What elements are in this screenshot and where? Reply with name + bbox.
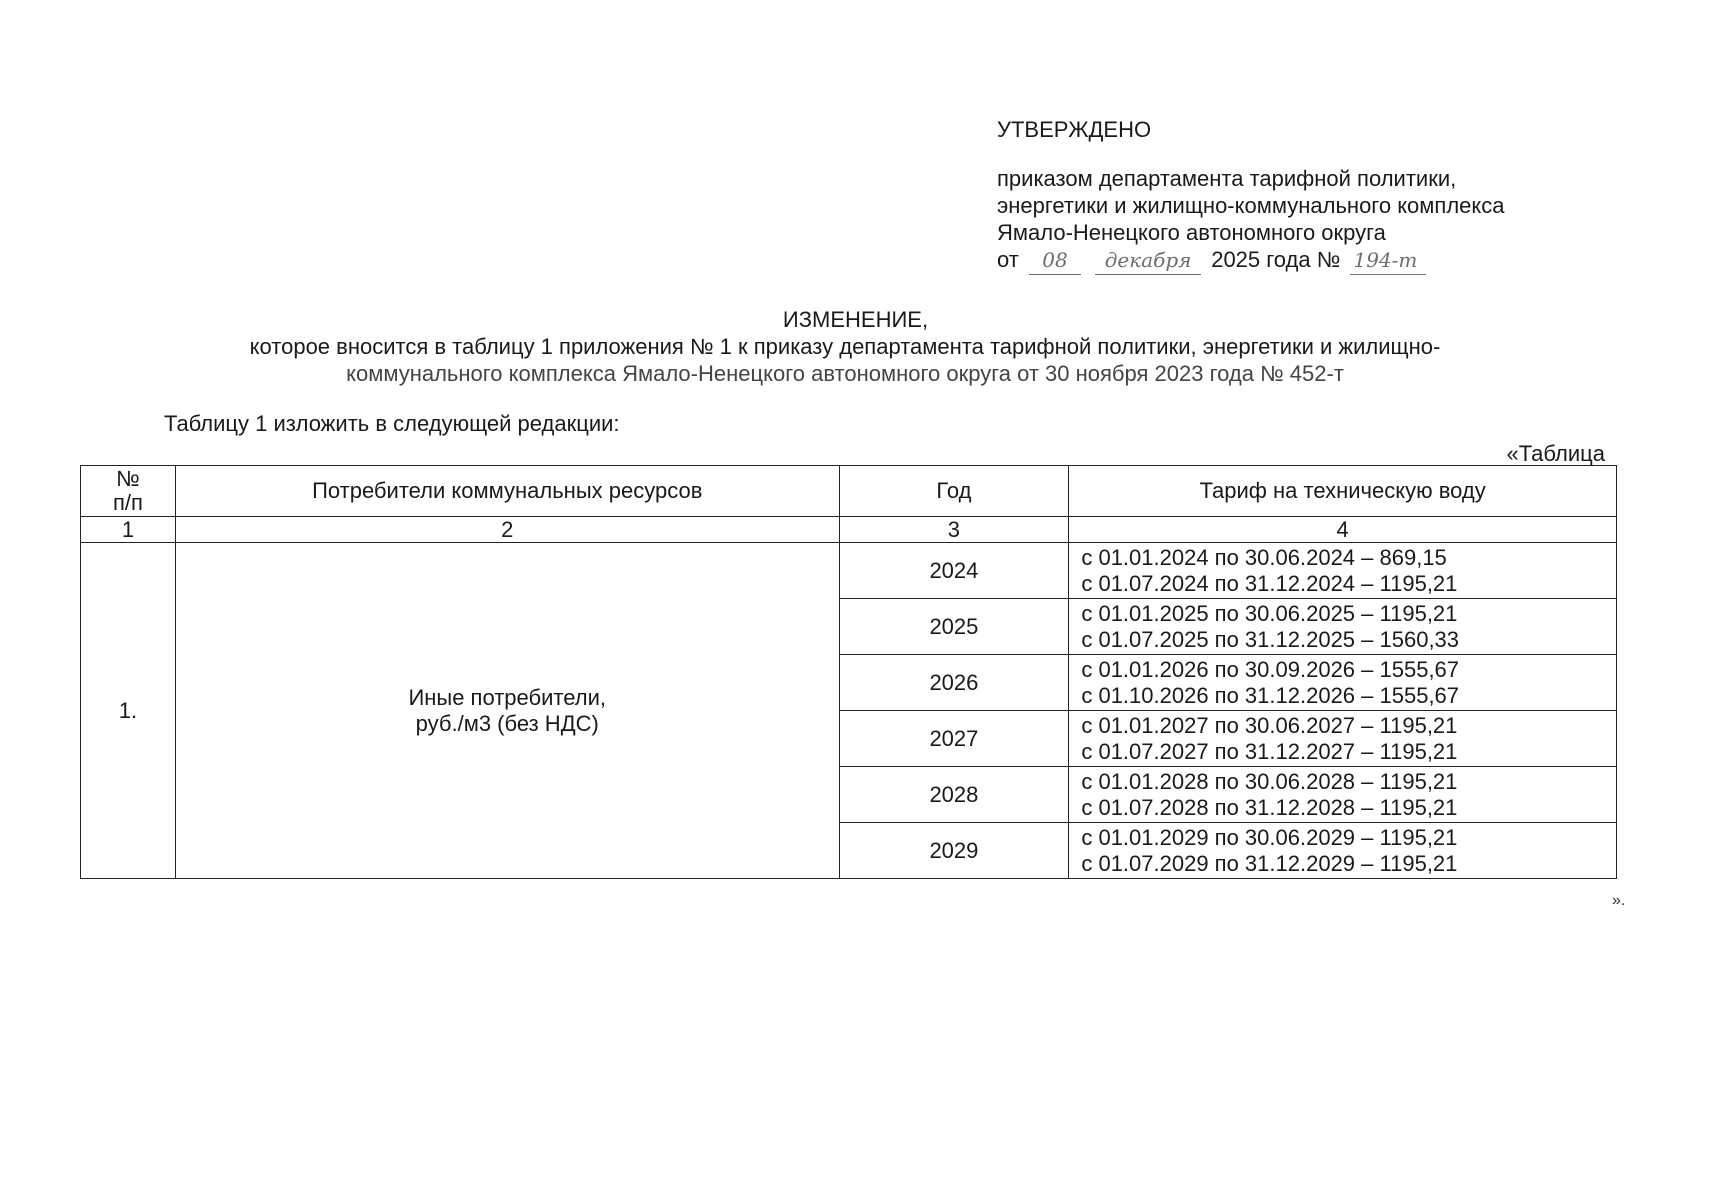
document-title: ИЗМЕНЕНИЕ,	[782, 307, 929, 332]
consumer-line-1: Иные потребители,	[408, 684, 606, 710]
header-consumers: Потребители коммунальных ресурсов	[175, 466, 839, 517]
header-tariff: Тариф на техническую воду	[1069, 466, 1617, 517]
tariff-cell	[1069, 599, 1617, 655]
tariff-period: с 01.10.2026 по 31.12.2026 – 1555,67	[1081, 682, 1460, 708]
header-year: Год	[839, 466, 1069, 517]
tariff-period: с 01.07.2028 по 31.12.2028 – 1195,21	[1081, 794, 1458, 820]
consumer-line-2: руб./м3 (без НДС)	[415, 710, 599, 736]
approval-line-2: энергетики и жилищно-коммунального комплекса	[997, 193, 1505, 218]
tariff-period: с 01.07.2024 по 31.12.2024 – 1195,21	[1081, 570, 1458, 596]
handwritten-day: 08	[1029, 247, 1081, 275]
approval-date-line	[997, 246, 1505, 275]
tariff-cell	[1069, 655, 1617, 711]
subtitle-line-2: коммунального комплекса Ямало-Ненецкого автономного округа от 30 ноября 2023 года № 452-т	[346, 361, 1344, 386]
tariff-cell	[1069, 823, 1617, 879]
column-number: 4	[1069, 517, 1617, 543]
column-number: 3	[839, 517, 1069, 543]
instruction-text: Таблицу 1 изложить в следующей редакции:	[164, 411, 620, 436]
tariff-cell	[1069, 711, 1617, 767]
table-label: «Таблица	[1506, 441, 1605, 466]
tariff-period: с 01.01.2027 по 30.06.2027 – 1195,21	[1081, 712, 1458, 738]
row-number: 1.	[81, 543, 176, 879]
header-num	[81, 466, 176, 517]
handwritten-month: декабря	[1095, 247, 1201, 275]
document-subtitle	[175, 333, 1515, 387]
column-number-row	[81, 517, 1617, 543]
year-cell: 2028	[839, 767, 1069, 823]
approval-line-3: Ямало-Ненецкого автономного округа	[997, 220, 1386, 245]
approval-block	[997, 116, 1505, 275]
approval-title: УТВЕРЖДЕНО	[997, 117, 1152, 142]
approval-line-1: приказом департамента тарифной политики,	[997, 166, 1457, 191]
tariff-period: с 01.01.2029 по 30.06.2029 – 1195,21	[1081, 824, 1458, 850]
tariff-cell	[1069, 767, 1617, 823]
handwritten-order-number: 194-т	[1350, 247, 1426, 275]
table-row	[81, 543, 1617, 599]
tariff-period: с 01.07.2027 по 31.12.2027 – 1195,21	[1081, 738, 1458, 764]
tariff-period: с 01.01.2025 по 30.06.2025 – 1195,21	[1081, 600, 1458, 626]
year-cell: 2025	[839, 599, 1069, 655]
year-cell: 2024	[839, 543, 1069, 599]
header-num-text: № п/п	[113, 466, 143, 515]
subtitle-line-1: которое вносится в таблицу 1 приложения № 1 к приказу департамента тарифной политики, энергетики и жилищно-	[249, 334, 1441, 359]
column-number: 1	[81, 517, 176, 543]
tariff-period: с 01.07.2029 по 31.12.2029 – 1195,21	[1081, 850, 1458, 876]
year-cell: 2026	[839, 655, 1069, 711]
tariff-period: с 01.01.2026 по 30.09.2026 – 1555,67	[1081, 656, 1460, 682]
tariff-period: с 01.01.2024 по 30.06.2024 – 869,15	[1081, 544, 1447, 570]
table-header-row	[81, 466, 1617, 517]
date-prefix: от	[997, 247, 1019, 272]
consumer-cell	[175, 543, 839, 879]
date-year-text: 2025 года №	[1211, 247, 1341, 272]
tariff-cell	[1069, 543, 1617, 599]
tariff-table	[80, 465, 1617, 879]
tariff-period: с 01.07.2025 по 31.12.2025 – 1560,33	[1081, 626, 1460, 652]
year-cell: 2027	[839, 711, 1069, 767]
column-number: 2	[175, 517, 839, 543]
tariff-period: с 01.01.2028 по 30.06.2028 – 1195,21	[1081, 768, 1458, 794]
table-closing-mark: ».	[1612, 892, 1626, 909]
year-cell: 2029	[839, 823, 1069, 879]
